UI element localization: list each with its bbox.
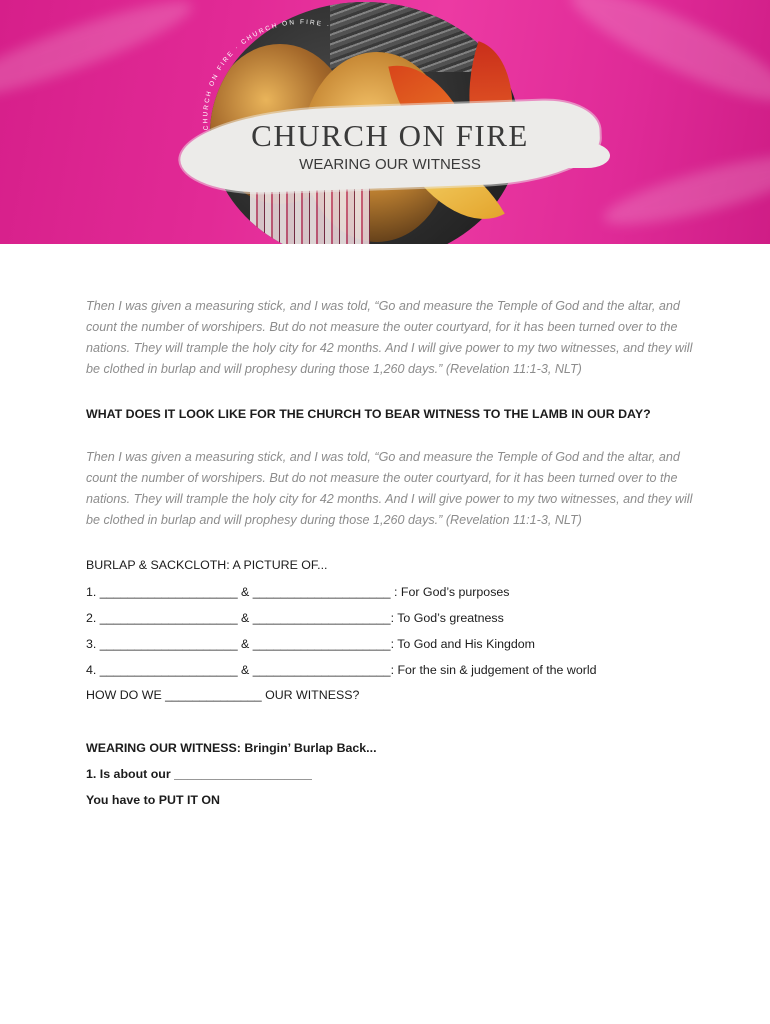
banner-texture [599,142,770,238]
ring-text: CHURCH ON FIRE · CHURCH ON FIRE · [202,18,332,131]
list-item: 4. ____________________ & ____________________: For the sin & judgement of the world [86,663,597,677]
banner-texture [561,0,770,118]
point-1 [86,767,312,781]
fill-blank-3 [86,637,535,651]
burlap-heading [86,558,327,572]
banner-subtitle: WEARING OUR WITNESS [299,156,481,173]
note-text: You have to PUT IT ON [86,793,221,807]
header-banner [0,0,770,244]
question-text: WHAT DOES IT LOOK LIKE FOR THE CHURCH TO BEAR WITNESS TO THE LAMB IN OUR DAY? [86,407,651,421]
fill-blank-2 [86,611,504,625]
discussion-question [86,407,696,421]
wearing-heading [86,741,377,755]
list-item: 1. Is about our ____________________ [86,767,312,781]
how-question [86,688,359,702]
scripture-block-1 [86,296,696,380]
scripture-text: Then I was given a measuring stick, and I was told, “Go and measure the Temple of God and the altar, and count the number of worshipers. But do not measure the outer courtyard, for it has been turned over to the nations. They will trample the holy city for 42 months. And I will give power to my two witnesses, and they will be clothed in burlap and will prophesy during those 1,260 days.” (Revelation 11:1-3, NLT) [86,299,693,376]
banner-texture [0,0,199,113]
scripture-block-2 [86,447,696,531]
list-item: 2. ____________________ & ____________________: To God’s greatness [86,611,504,625]
fill-blank-4 [86,663,597,677]
section-heading: BURLAP & SACKCLOTH: A PICTURE OF... [86,558,328,572]
list-item: 1. ____________________ & ____________________ : For God’s purposes [86,585,510,599]
scripture-text: Then I was given a measuring stick, and I was told, “Go and measure the Temple of God and the altar, and count the number of worshipers. But do not measure the outer courtyard, for it has been turned over to the nations. They will trample the holy city for 42 months. And I will give power to my two witnesses, and they will be clothed in burlap and will prophesy during those 1,260 days.” (Revelation 11:1-3, NLT) [86,450,693,527]
list-item: 3. ____________________ & ____________________: To God and His Kingdom [86,637,535,651]
section-heading: WEARING OUR WITNESS: Bringin’ Burlap Back... [86,741,377,755]
question-text: HOW DO WE ______________ OUR WITNESS? [86,688,360,702]
fill-blank-1 [86,585,509,599]
banner-title: CHURCH ON FIRE [251,118,529,153]
point-1-note [86,793,220,807]
